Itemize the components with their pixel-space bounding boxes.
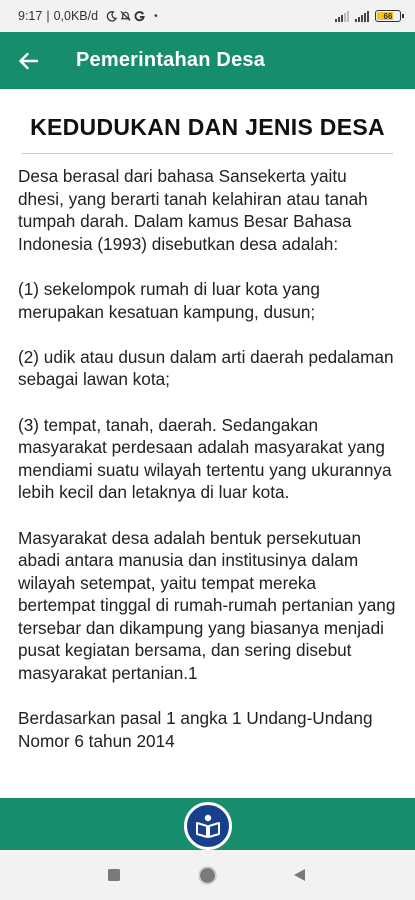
article-paragraph: (1) sekelompok rumah di luar kota yang merupakan kesatuan kampung, dusun;: [18, 278, 320, 322]
google-icon: [134, 10, 145, 22]
status-notification-icons: [106, 10, 158, 22]
alarm-off-icon: [120, 10, 131, 22]
status-bar: [0, 0, 415, 32]
content-scroll-area[interactable]: [0, 89, 415, 798]
arrow-left-icon: [18, 52, 38, 70]
book-reader-icon: [194, 813, 222, 839]
article-paragraph: (2) udik atau dusun dalam arti daerah pedalaman sebagai lawan kota;: [18, 346, 394, 390]
page-title: Pemerintahan Desa: [76, 49, 266, 71]
article-paragraph: Berdasarkan pasal 1 angka 1 Undang-Undang Nomor 6 tahun 2014: [18, 708, 373, 751]
article-paragraph: Desa berasal dari bahasa Sansekerta yaitu dhesi, yang berarti tanah kelahiran atau tanah tumpah darah. Dalam kamus Besar Bahasa Indonesia (1993) disebutkan desa adalah:: [18, 166, 368, 254]
status-net-speed: 0,0KB/d: [53, 9, 99, 23]
article-paragraph: Masyarakat desa adalah bentuk persekutuan abadi antara manusia dan institusinya dalam wilayah setempat, yaitu tempat mereka bertempat tinggal di rumah-rumah pertanian yang tersebar dan dikampung yang biasanya menjadi pusat kegiatan bersama, dan sering disebut masyarakat pertanian.1: [18, 527, 396, 684]
moon-icon: [106, 11, 117, 22]
status-right: [335, 10, 401, 22]
square-icon: [107, 868, 121, 882]
article-body: [18, 165, 397, 752]
article-heading: KEDUDUKAN DAN JENIS DESA: [22, 114, 393, 154]
nav-home-button[interactable]: [198, 866, 217, 890]
reader-button[interactable]: [184, 802, 232, 850]
circle-icon: [198, 866, 217, 885]
nav-back-button[interactable]: [293, 868, 306, 887]
signal-icon-2: [355, 11, 369, 22]
back-button[interactable]: [0, 32, 56, 89]
dot-icon: •: [154, 10, 158, 22]
status-left: [18, 9, 158, 23]
battery-level: 66: [383, 11, 393, 21]
system-nav-bar: [0, 850, 415, 900]
signal-icon-1: [335, 11, 349, 22]
status-time: 9:17: [18, 9, 43, 23]
battery-icon: [375, 10, 401, 22]
triangle-icon: [293, 868, 306, 882]
app-bar: [0, 32, 415, 89]
article-paragraph: (3) tempat, tanah, daerah. Sedangakan masyarakat perdesaan adalah masyarakat yang mendiami suatu wilayah tertentu yang ukurannya lebih kecil dan letaknya di luar kota.: [18, 414, 392, 503]
nav-recents-button[interactable]: [107, 868, 121, 887]
status-separator: |: [46, 9, 50, 23]
